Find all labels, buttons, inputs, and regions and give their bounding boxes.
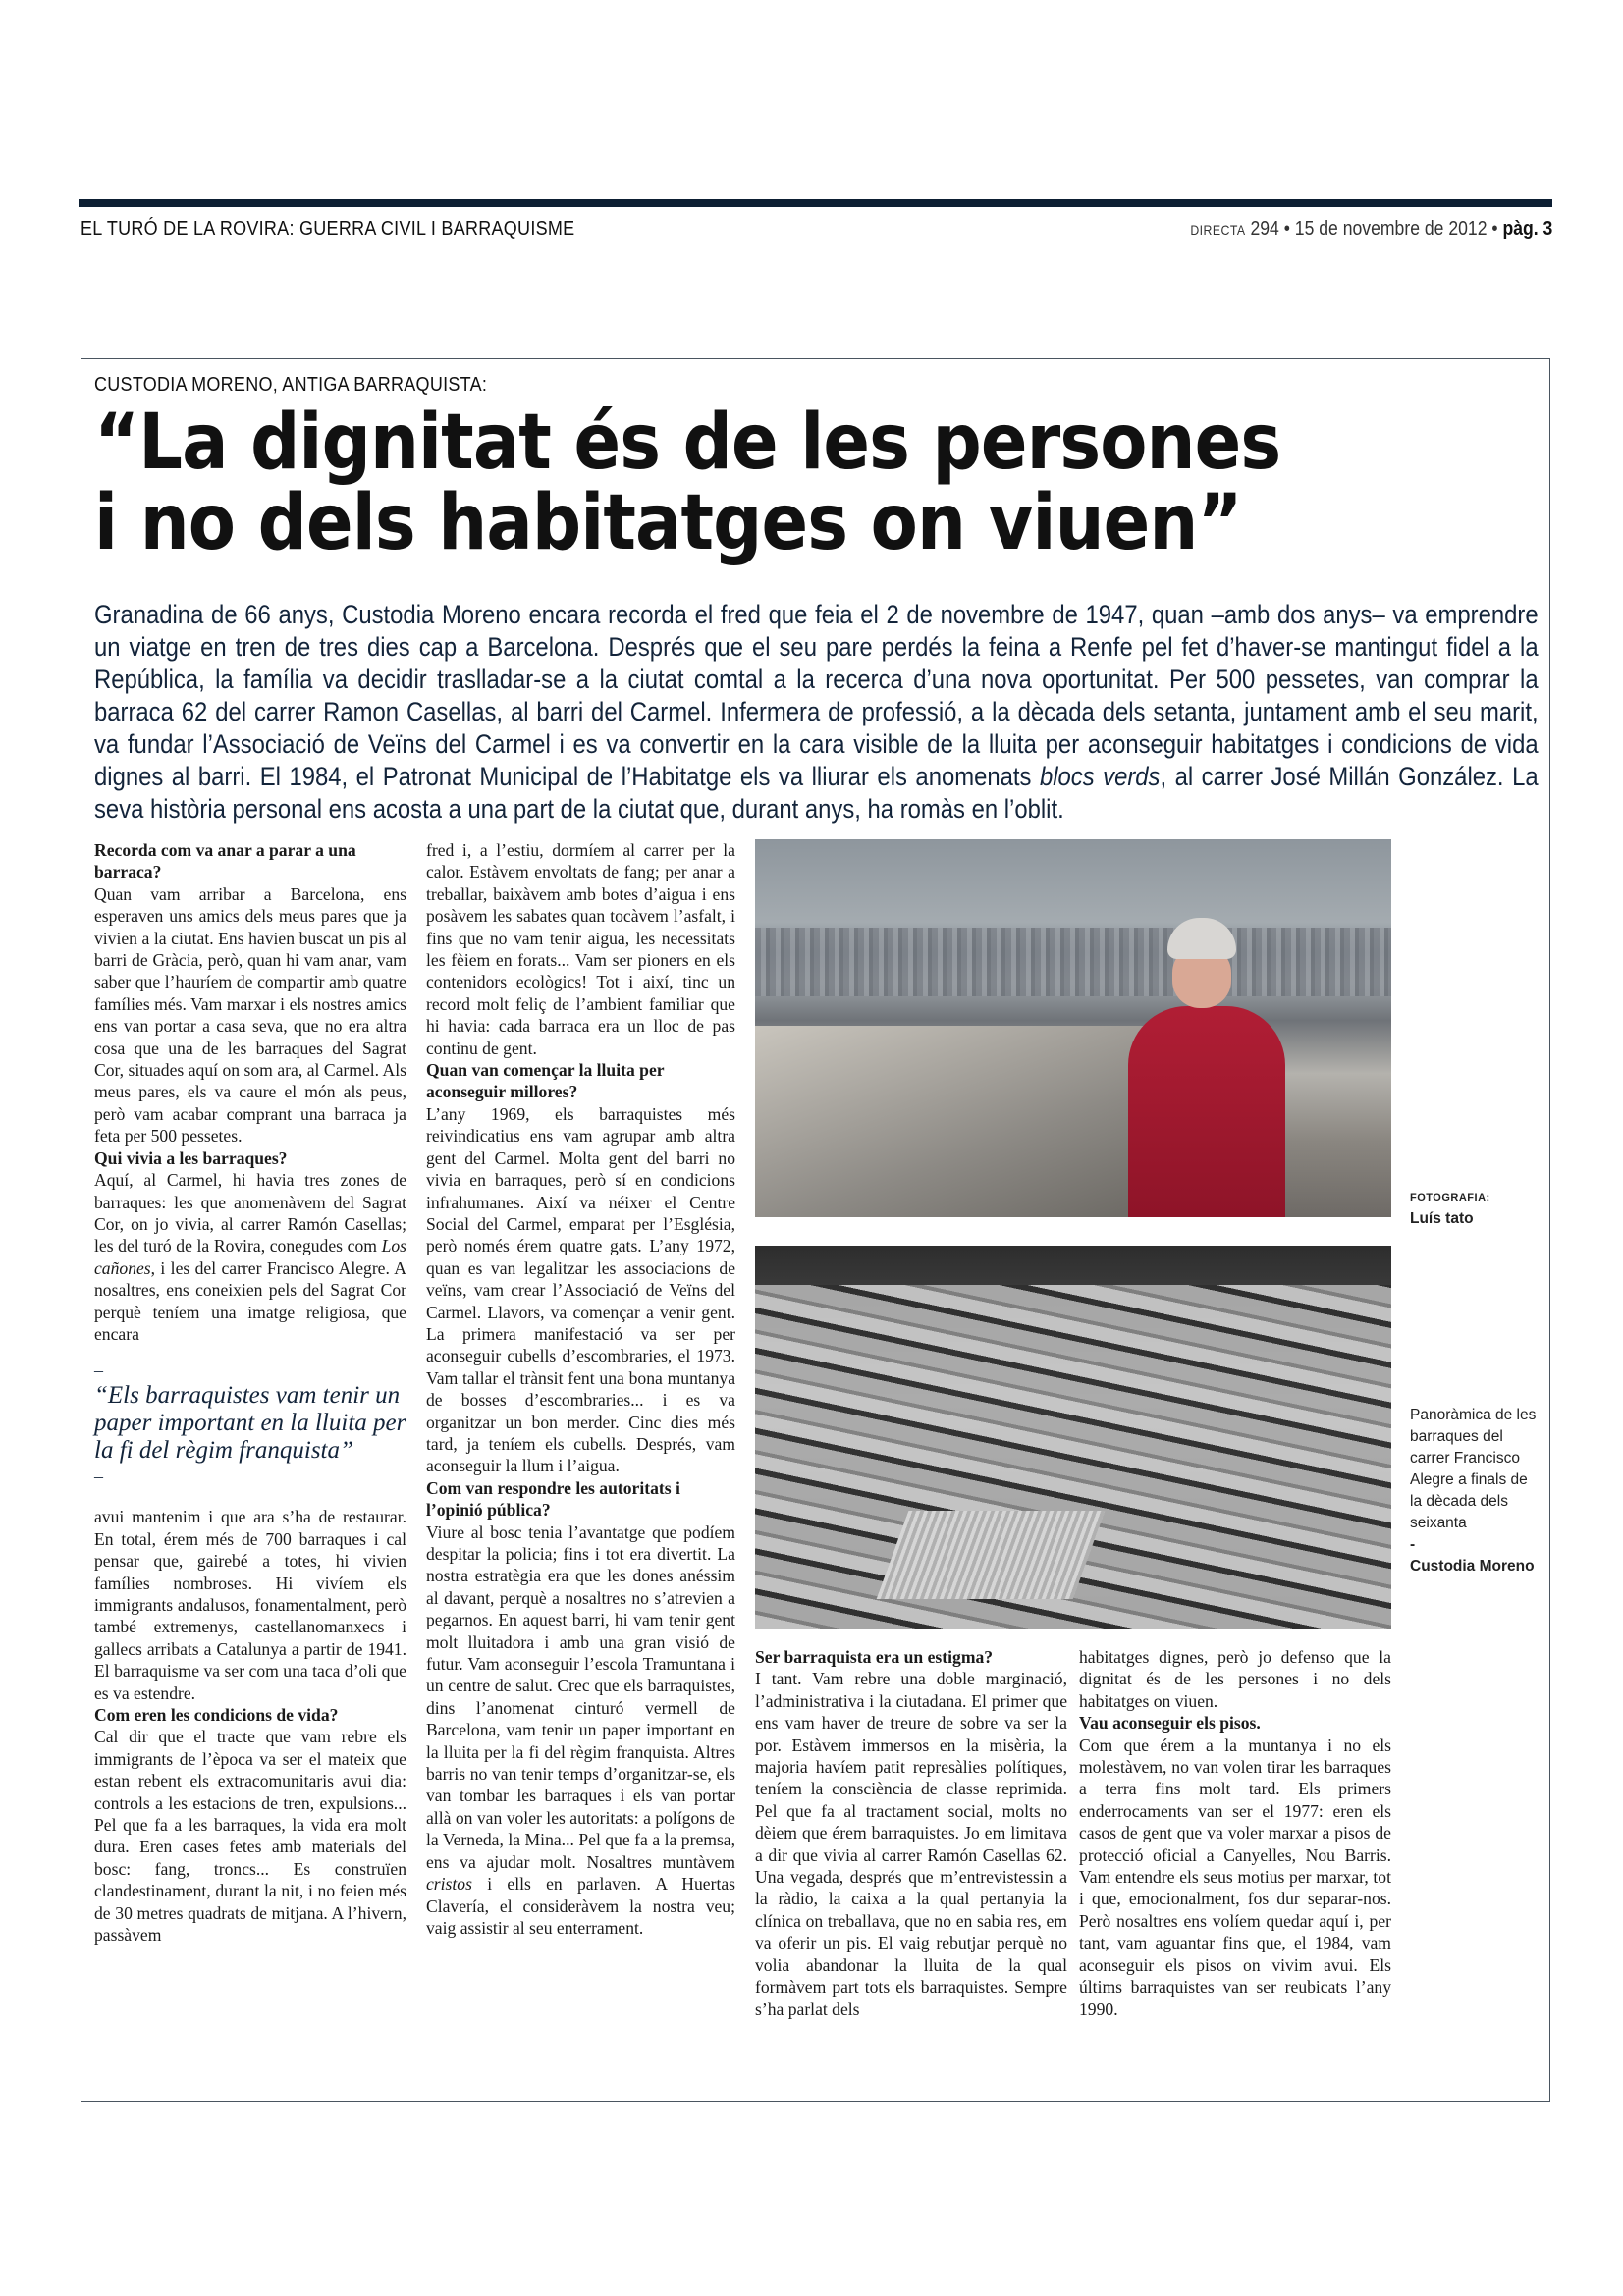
caption-dash: - bbox=[1410, 1536, 1416, 1553]
column-4 bbox=[1079, 1646, 1391, 2020]
answer-text: i ells en parlaven. A Huertas Clavería, el consideràvem la nostra veu; vaig assistir al seu enterrament. bbox=[426, 1874, 735, 1938]
photo-credit-name: Luís tato bbox=[1410, 1210, 1474, 1227]
answer: habitatges dignes, però jo defenso que la dignitat és de les persones i no dels habitatges on viuen. bbox=[1079, 1647, 1391, 1711]
answer: fred i, a l’estiu, dormíem al carrer per la calor. Estàvem envoltats de fang; per anar a treballar, baixàvem amb botes d’aigua i ens posàvem les sabates quan tocàvem l’asfalt, i fins que no vam tenir aigua, les necessitats les fèiem en forats... Vam ser pioners en els contenidors ecològics! Tot i així, tinc un record molt feliç de l’ambient familiar que hi havia: cada barraca era un lloc de pas continu de gent. bbox=[426, 840, 735, 1058]
separator: • bbox=[1283, 218, 1290, 240]
title-line: i no dels habitatges on viuen” bbox=[94, 479, 1242, 567]
lower-columns bbox=[755, 1646, 1391, 2020]
photo-credit bbox=[1410, 1187, 1538, 1230]
column-1 bbox=[94, 839, 406, 1946]
answer-italic: Los cañones bbox=[94, 1236, 406, 1278]
section-title: EL TURÓ DE LA ROVIRA: GUERRA CIVIL I BARRAQUISME bbox=[81, 218, 575, 240]
photo-hair bbox=[1167, 918, 1236, 959]
question: Com eren les condicions de vida? bbox=[94, 1705, 339, 1725]
issue-number: 294 bbox=[1250, 218, 1279, 240]
pull-dash: – bbox=[94, 1467, 103, 1487]
photo-coat bbox=[1128, 1006, 1285, 1217]
photo-area bbox=[755, 839, 1539, 2020]
header-rule bbox=[79, 199, 1552, 207]
article-frame bbox=[81, 358, 1550, 2102]
photo-credit-label: FOTOGRAFIA: bbox=[1410, 1192, 1490, 1203]
answer bbox=[426, 1522, 735, 1940]
issue-date: 15 de novembre de 2012 bbox=[1294, 218, 1488, 240]
question: Vau aconseguir els pisos. bbox=[1079, 1713, 1261, 1734]
article-intro bbox=[94, 599, 1539, 826]
article-title bbox=[94, 399, 1392, 567]
answer-text: Aquí, al Carmel, hi havia tres zones de barraques: les que anomenàvem del Sagrat Cor, on jo vivia, al carrer Ramón Casellas; les del turó de la Rovira, conegudes com bbox=[94, 1170, 406, 1256]
answer: Cal dir que el tracte que vam rebre els immigrants de l’època va ser el mateix que estan rebent els extracomunitaris avui dia: controls a les estacions de tren, expulsions... Pel que fa a les barraques, la vida era molt dura. Eren cases fetes amb materials del bosc: fang, troncs... Es construïen clandestinament, durant la nit, i no feien més de 30 metres quadrats de mitjana. A l’hivern, passàvem bbox=[94, 1727, 406, 1946]
caption-credit: Custodia Moreno bbox=[1410, 1558, 1535, 1575]
answer: avui mantenim i que ara s’ha de restaurar. En total, érem més de 700 barraques i cal pensar que, gairebé a totes, hi vivien famílies nombroses. Hi vivíem els immigrants andalusos, fonamentalment, però també extremenys, castellanomanxecs i gallecs arribats a Catalunya a partir de 1941. El barraquisme va ser com una taca d’oli que es va estendre. bbox=[94, 1507, 406, 1703]
column-3 bbox=[755, 1646, 1067, 2020]
answer-italic: cristos bbox=[426, 1874, 472, 1895]
portrait-photo bbox=[755, 839, 1391, 1217]
answer: I tant. Vam rebre una doble marginació, l’administrativa i la ciutadana. El primer que ens vam haver de treure de sobre va ser la por. Estàvem immersos en la misèria, la majoria havíem patit represàlies polítiques, teníem la consciència de classe reprimida. Pel que fa al tractament social, molts no dèiem que érem barraquistes. Jo em limitava a dir que vivia al carrer Ramón Casellas 62. Una vegada, després que m’entrevistessin a la ràdio, la caixa a la qual pertanyia la clínica on treballava, que no en sabia res, em va oferir un pis. El vaig rebutjar perquè no volia abandonar la lluita de la qual formàvem part tots els barraquistes. Sempre s’ha parlat dels bbox=[755, 1669, 1067, 2019]
column-1-bottom bbox=[94, 1506, 406, 1946]
column-1-top bbox=[94, 839, 406, 1345]
answer: Quan vam arribar a Barcelona, ens esperaven uns amics dels meus pares que ja vivien a la ciutat. Ens havien buscat un pis al barri de Gràcia, però, quan hi vam anar, vam saber que l’hauríem de compartir amb quatre famílies més. Vam marxar i els nostres amics ens van portar a casa seva, que no era altra cosa que una de les barraques del Sagrat Cor, situades aquí on som ara, al Carmel. Als meus pares, els va caure el món als peus, però vam acabar comprant una barraca ja feta per 500 pessetes. bbox=[94, 883, 406, 1147]
publication-name: DIRECTA bbox=[1189, 222, 1246, 238]
separator: • bbox=[1491, 218, 1498, 240]
page-number: pàg. 3 bbox=[1502, 218, 1552, 240]
pull-quote-text: “Els barraquistes vam tenir un paper important en la lluita per la fi del règim franquista” bbox=[94, 1382, 406, 1465]
title-line: “La dignitat és de les persones bbox=[94, 399, 1281, 487]
question: Recorda com va anar a parar a una barraca? bbox=[94, 840, 356, 882]
pull-dash: – bbox=[94, 1361, 103, 1381]
question: Qui vivia a les barraques? bbox=[94, 1148, 288, 1168]
photo-roof bbox=[877, 1511, 1106, 1599]
question: Ser barraquista era un estigma? bbox=[755, 1647, 994, 1667]
answer-text: Viure al bosc tenia l’avantatge que podíem despitar la policia; fins i tot era divertit. La nostra estratègia era que les dones anéssim al davant, perquè a nosaltres no s’atrevien a pegarnos. En aquest barri, hi vam tenir gent molt lluitadora i amb una gran visió de futur. Vam aconseguir l’escola Tramuntana i un centre de salut. Crec que els barraquistes, dins l’anomenat cinturó vermell de Barcelona, vam tenir un paper important en la lluita per la fi del règim franquista. Altres barris no van tenir temps d’organitzar-se, els van tombar les barraques i els van portar allà on van voler les autoritats: a polígons de la Verneda, la Mina... Pel que fa a la premsa, ens va ajudar molt. Nosaltres muntàvem bbox=[426, 1522, 735, 1872]
answer bbox=[94, 1169, 406, 1345]
caption-text: Panoràmica de les barraques del carrer Francisco Alegre a finals de la dècada dels seixanta bbox=[1410, 1407, 1537, 1531]
article-kicker: CUSTODIA MORENO, ANTIGA BARRAQUISTA: bbox=[94, 374, 488, 396]
page-info bbox=[1190, 218, 1552, 240]
answer: L’any 1969, els barraquistes més reivindicatius ens vam agrupar amb altra gent del Carmel. Molta gent del barri no vivia en barraques, però sí en condicions infrahumanes. Així va néixer el Centre Social del Carmel, emparat per l’Església, però només érem quatre gats. L’any 1972, quan es van legalitzar les associacions de veïns, vam crear l’Associació de Veïns del Carmel. Llavors, va començar a venir gent. La primera manifestació va ser per aconseguir cubells d’escombraries, el 1973. Vam tallar el trànsit fent una bona muntanya de bosses d’escombraries... i es va organitzar un bon merder. Cinc dies més tard, ja teníem els cubells. Després, vam aconseguir la llum i l’aigua. bbox=[426, 1103, 735, 1476]
intro-text: , al carrer José Millán González. La seva història personal ens acosta a una part de la ciutat que, durant anys, ha romàs en l’oblit. bbox=[94, 762, 1539, 824]
article-body bbox=[94, 839, 1537, 2020]
article-intro-wrapper bbox=[94, 599, 1539, 826]
answer: Com que érem a la muntanya i no els molestàvem, no van volen tirar les barraques a terra fins molt tard. Els primers enderrocaments van ser el 1977: eren els casos de gent que va voler marxar a pisos de protecció oficial a Canyelles, Nou Barris. Vam entendre els seus motius per marxar, tot i que, emocionalment, fos dur separar-nos. Però nosaltres ens volíem quedar aquí i, per tant, vam aguantar fins que, el 1984, vam aconseguir els pisos on vivim avui. Els últims barraquistes van ser reubicats l’any 1990. bbox=[1079, 1735, 1391, 2019]
photo-woman bbox=[1118, 918, 1295, 1217]
photo-city bbox=[755, 928, 1391, 996]
intro-text: Granadina de 66 anys, Custodia Moreno encara recorda el fred que feia el 2 de novembre de 1947, quan –amb dos anys– va emprendre un viatge en tren de tres dies cap a Barcelona. Després que el seu pare perdés la feina a Renfe pel fet d’haver-se mantingut fidel a la República, la família va decidir traslladar-se a la ciutat comtal a la recerca d’una nova oportunitat. Per 500 pessetes, van comprar la barraca 62 del carrer Ramon Casellas, al barri del Carmel. Infermera de professió, a la dècada dels setanta, juntament amb el seu marit, va fundar l’Associació de Veïns del Carmel i es va convertir en la cara visible de la lluita per aconseguir habitatges i condicions de vida dignes al barri. El 1984, el Patronat Municipal de l’Habitatge els va lliurar els anomenats bbox=[94, 600, 1539, 791]
pull-quote bbox=[94, 1359, 406, 1488]
answer-text: , i les del carrer Francisco Alegre. A nosaltres, ens coneixien pels del Sagrat Cor perquè teníem una imatge religiosa, que encara bbox=[94, 1257, 406, 1344]
photo-wall bbox=[755, 1026, 1167, 1217]
question: Com van respondre les autoritats i l’opinió pública? bbox=[426, 1477, 680, 1521]
photo-caption bbox=[1410, 1405, 1538, 1577]
column-2 bbox=[426, 839, 735, 1939]
shanty-town-photo bbox=[755, 1246, 1391, 1629]
question: Quan van començar la lluita per aconseguir millores? bbox=[426, 1060, 665, 1102]
intro-italic: blocs verds bbox=[1039, 762, 1161, 791]
